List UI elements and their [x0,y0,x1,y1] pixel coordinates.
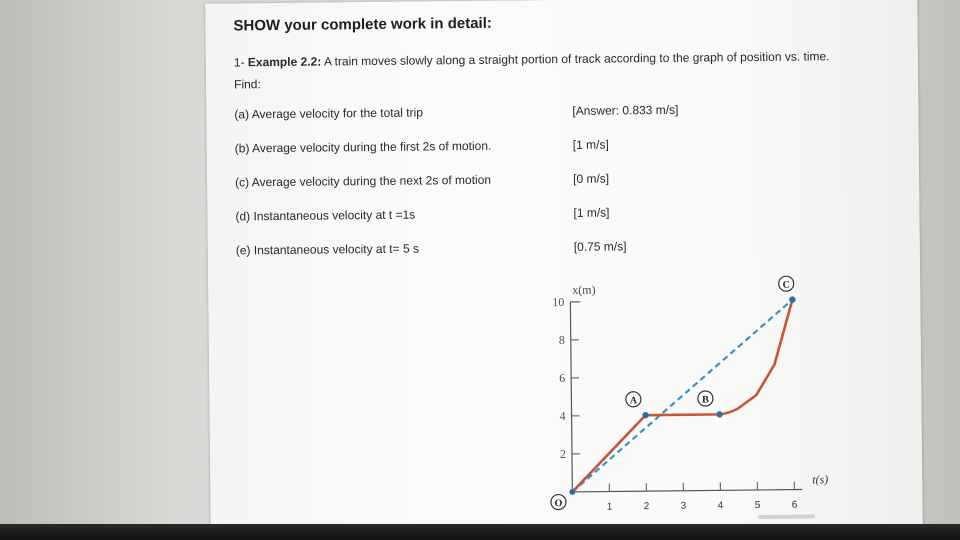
question-row-d [235,204,795,228]
y-tick-label: 10 [552,294,565,310]
page-heading: SHOW your complete work in detail: [233,14,492,35]
y-tick-label: 6 [559,370,566,386]
question-label: (d) Instantaneous velocity at t =1s [235,207,416,224]
point-o-label: O [554,498,563,510]
point-b-marker [716,411,722,417]
question-label: (b) Average velocity during the first 2s of motion. [234,138,492,156]
question-answer: [1 m/s] [573,205,610,220]
question-answer: [0 m/s] [573,171,610,186]
y-tick-label: 4 [559,408,566,424]
question-label: (c) Average velocity during the next 2s of motion [235,172,492,190]
question-row-b [235,136,795,160]
problem-statement [234,45,854,95]
x-tick-label: 1 [606,501,613,513]
question-label: (e) Instantaneous velocity at t= 5 s [235,241,419,258]
point-c-label: C [782,279,790,291]
question-row-e [236,238,796,262]
question-label: (a) Average velocity for the total trip [234,105,424,122]
problem-text: A train moves slowly along a straight portion of track according to the graph of position vs. time. Find: [234,49,830,92]
y-tick-label: 2 [559,446,567,462]
x-axis-label: t(s) [812,472,829,487]
question-row-c [235,170,795,194]
document-page [205,0,923,536]
question-answer: [0.75 m/s] [573,239,627,254]
average-velocity-chord [570,300,794,492]
page-smudge [759,514,815,519]
x-tick-label: 2 [643,501,650,513]
question-answer: [Answer: 0.833 m/s] [572,102,679,118]
taskbar [0,524,960,540]
y-tick-label: 8 [558,332,565,348]
point-c-marker [789,296,795,302]
problem-number: 1- [233,55,245,70]
point-a-label: A [629,395,638,407]
y-axis-line [570,302,572,492]
position-time-graph [538,275,841,528]
example-label: Example 2.2: [247,54,322,70]
x-tick-label: 3 [680,500,687,512]
x-tick-label: 6 [791,499,798,511]
question-row-a [234,102,794,126]
x-tick-label: 4 [717,500,724,512]
y-axis-label: x(m) [572,282,596,297]
point-b-label: B [702,394,709,406]
question-answer: [1 m/s] [572,137,609,152]
x-axis-line [572,490,802,492]
x-tick-label: 5 [754,499,761,512]
